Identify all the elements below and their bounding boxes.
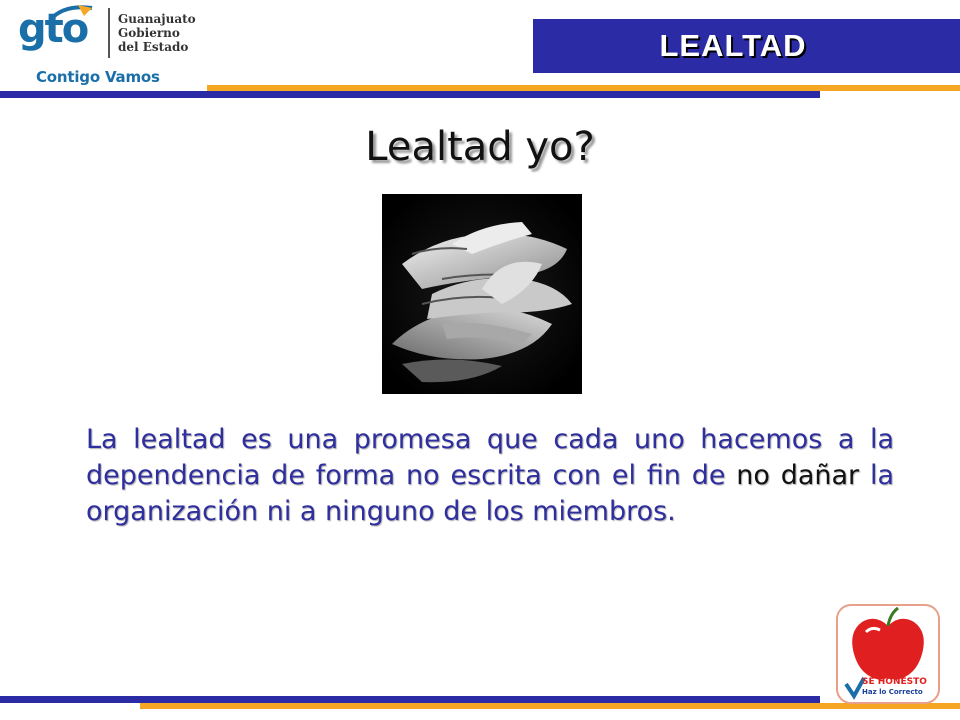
hands-photo [382, 194, 582, 394]
loyalty-paragraph [86, 422, 894, 530]
logo-tagline: Contigo Vamos [36, 68, 160, 86]
paragraph-emphasis: no dañar [736, 460, 860, 491]
paragraph-text-start: La lealtad es una promesa que cada uno hacemos a la dependencia de forma no escrita con el fin de [86, 424, 894, 491]
hands-image [382, 194, 582, 394]
title-banner [533, 19, 960, 73]
paragraph-text-end: la organización ni a ninguno de los miembros. [86, 460, 894, 527]
bottom-blue-stripe [0, 696, 820, 703]
slide-title: LEALTAD [659, 28, 807, 63]
badge-line-1: SÉ HONESTO [862, 677, 927, 687]
logo-line-3: del Estado [118, 40, 189, 54]
logo-divider [108, 8, 110, 58]
logo-mark: gto [18, 6, 88, 52]
top-blue-stripe [0, 91, 820, 98]
honesty-badge [836, 604, 940, 704]
logo-line-1: Guanajuato [118, 12, 196, 26]
logo-line-2: Gobierno [118, 26, 180, 40]
slide-heading: Lealtad yo? [365, 124, 595, 170]
government-logo [14, 2, 204, 88]
badge-line-2: Haz lo Correcto [862, 688, 923, 696]
